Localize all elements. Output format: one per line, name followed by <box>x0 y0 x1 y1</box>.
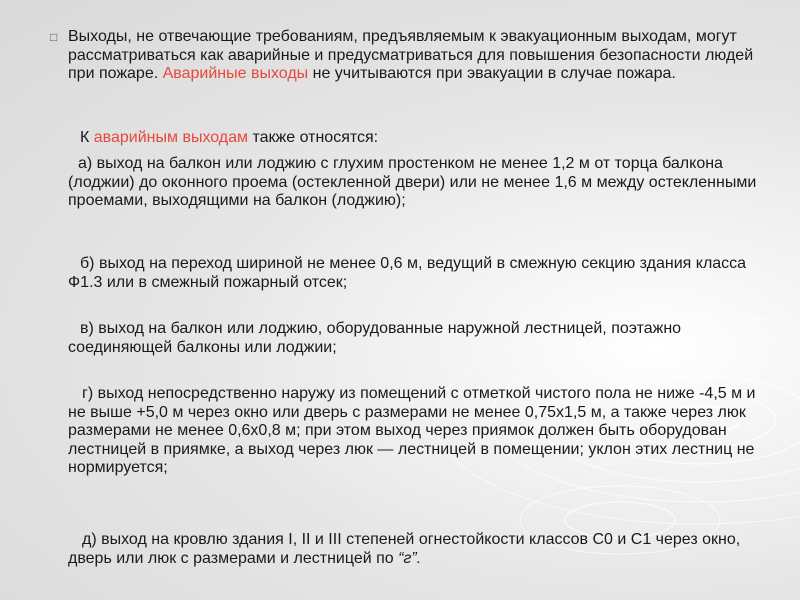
intro-highlight: Аварийные выходы <box>162 65 309 82</box>
lead-pre: К <box>80 129 94 146</box>
item-d-text: д) выход на кровлю здания I, II и III степеней огнестойкости классов С0 и С1 через окно, дверь или люк с размерами и лестницей по <box>68 531 741 567</box>
paragraph-lead <box>80 129 750 148</box>
item-d <box>68 531 758 568</box>
item-g <box>68 385 758 478</box>
item-d-emph: “г”. <box>398 549 422 567</box>
square-bullet-icon: □ <box>50 30 58 44</box>
lead-highlight: аварийным выходам <box>93 129 249 146</box>
slide-content <box>36 12 756 592</box>
item-b-text: б) выход на переход шириной не менее 0,6 м, ведущий в смежную секцию здания класса Ф1.3 или в смежный пожарный отсек; <box>68 255 747 291</box>
intro-text: Выходы, не отвечающие требованиям, предъявляемым к эвакуационным выходам, могут рассматриваться как аварийные и предусматриваться для повышения безопасности людей при пожаре. <box>68 28 754 82</box>
item-v <box>68 320 758 357</box>
item-a-text: а) выход на балкон или лоджию с глухим простенком не менее 1,2 м от торца балкона (лоджии) до оконного проема (остекленной двери) или не менее 1,6 м между остекленными проемами, выходящими на балкон (лоджию); <box>68 155 757 209</box>
item-v-text: в) выход на балкон или лоджию, оборудованные наружной лестницей, поэтажно соединяющей балконы или лоджии; <box>68 320 682 356</box>
item-g-text: г) выход непосредственно наружу из помещений с отметкой чистого пола не ниже -4,5 м и не выше +5,0 м через окно или дверь с размерами не менее 0,75х1,5 м, а также через люк размерами не менее 0,6х0,8 м; при этом выход через приямок должен быть оборудован лестницей в приямке, а выход через люк — лестницей в помещении; уклон этих лестниц не нормируется; <box>68 385 756 476</box>
lead-tail: также относятся: <box>248 129 379 146</box>
item-b <box>68 255 758 292</box>
intro-tail: не учитываются при эвакуации в случае пожара. <box>308 65 676 82</box>
paragraph-intro <box>50 28 758 84</box>
item-a <box>68 155 758 211</box>
